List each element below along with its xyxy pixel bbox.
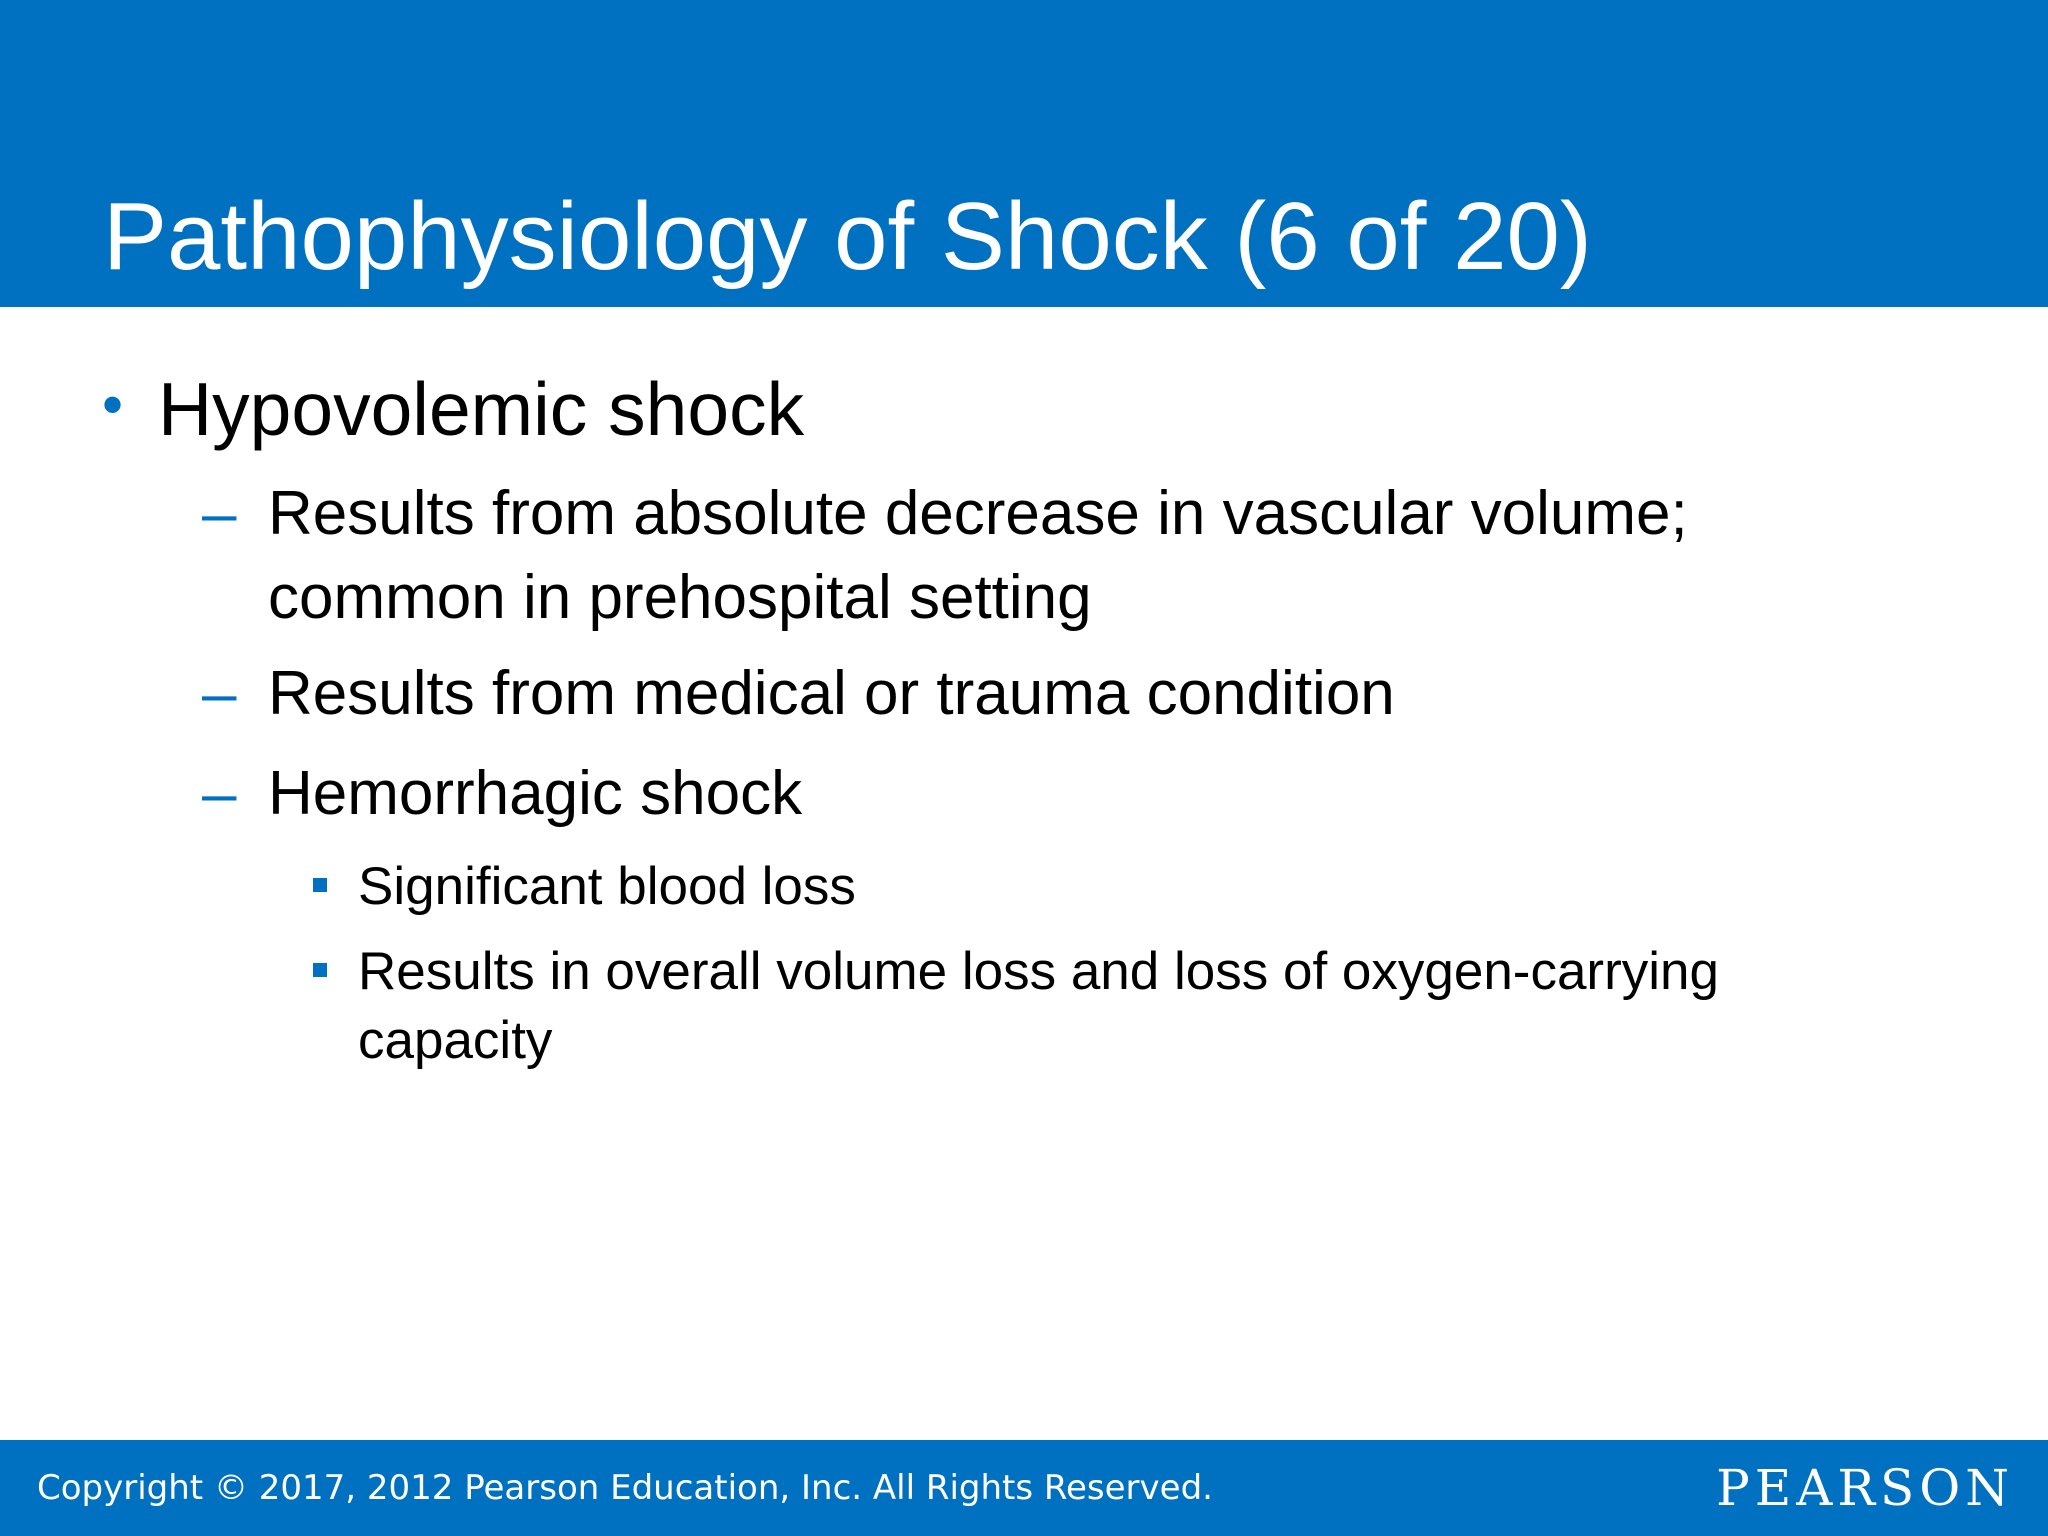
- bullet-dash-marker: –: [202, 759, 237, 828]
- bullet-significant-blood-loss: Significant blood loss: [358, 857, 856, 916]
- bullet-hypovolemic-shock: Hypovolemic shock: [158, 367, 805, 451]
- bullet-dot-marker: •: [102, 371, 124, 438]
- bullet-hemorrhagic-shock: Hemorrhagic shock: [268, 759, 803, 828]
- bullet-absolute-decrease-line2: common in prehospital setting: [268, 563, 1092, 632]
- bullet-dash-marker: –: [202, 479, 237, 548]
- slide-title: Pathophysiology of Shock (6 of 20): [103, 183, 1592, 290]
- bullet-square-marker: [313, 878, 327, 892]
- bullet-overall-volume-loss-line1: Results in overall volume loss and loss of oxygen-carrying: [358, 942, 1719, 1001]
- footer-copyright: Copyright © 2017, 2012 Pearson Education, Inc. All Rights Reserved.: [37, 1468, 1213, 1508]
- bullet-absolute-decrease: [268, 472, 1688, 640]
- pearson-logo: PEARSON: [1716, 1459, 2014, 1517]
- bullet-overall-volume-loss: [358, 937, 1719, 1075]
- bullet-absolute-decrease-line1: Results from absolute decrease in vascular volume;: [268, 479, 1688, 548]
- bullet-square-marker: [313, 963, 327, 977]
- bullet-medical-or-trauma: Results from medical or trauma condition: [268, 659, 1395, 728]
- footer-band: [0, 1440, 2048, 1536]
- bullet-dash-marker: –: [202, 659, 237, 728]
- bullet-overall-volume-loss-line2: capacity: [358, 1011, 553, 1070]
